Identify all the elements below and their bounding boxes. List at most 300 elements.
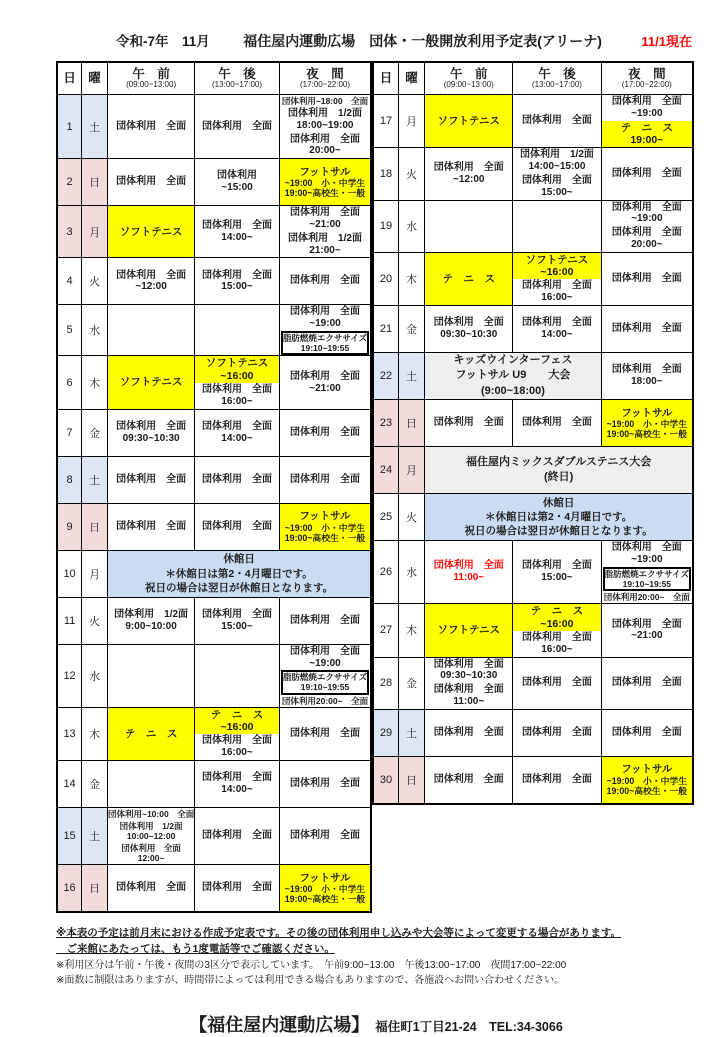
cell-content — [513, 400, 600, 446]
schedule-row-day-6 — [57, 356, 371, 409]
day-number: 9 — [57, 503, 82, 550]
text-line: 団体利用 全面 — [611, 96, 682, 107]
text-line: 団体利用 全面 — [611, 726, 682, 738]
cell-content — [108, 305, 194, 355]
cell-content — [108, 708, 194, 760]
weekday-label: 日 — [82, 865, 108, 913]
text-line: 10:00~12:00 — [126, 831, 176, 842]
highlighted-activity — [280, 159, 370, 205]
weekday-label: 土 — [82, 456, 108, 503]
schedule-cell — [107, 95, 194, 159]
schedule-cell — [513, 709, 601, 756]
text-line: 19:00~ — [630, 133, 664, 146]
text-line: 団体利用 全面 — [433, 773, 504, 785]
schedule-segment — [280, 708, 370, 760]
text-line: 団体利用 全面 — [611, 542, 682, 554]
highlighted-activity — [108, 708, 194, 760]
schedule-cell — [601, 148, 693, 200]
text-line: 18:00~19:00 — [296, 119, 354, 131]
col-header-morning: 午 前 (09:00~13:00) — [425, 62, 513, 95]
text-line: 16:00~ — [541, 643, 573, 655]
closed-day-cell — [107, 550, 371, 597]
schedule-cell — [425, 400, 513, 447]
weekday-label: 土 — [398, 709, 424, 756]
schedule-cell — [425, 709, 513, 756]
cell-content — [195, 598, 279, 644]
highlighted-activity — [108, 206, 194, 257]
schedule-segment — [513, 95, 600, 147]
schedule-segment — [602, 148, 692, 199]
schedule-segment — [280, 206, 370, 232]
day-number: 7 — [57, 409, 82, 456]
schedule-cell — [279, 707, 371, 760]
text-line: 団体利用 全面 — [521, 773, 592, 785]
day-number: 14 — [57, 761, 82, 808]
schedule-row-day-17 — [373, 95, 693, 148]
cell-content — [425, 95, 512, 147]
event-cell — [425, 353, 601, 400]
weekday-label: 土 — [398, 353, 424, 400]
text-line: 団体利用 全面 — [202, 882, 273, 894]
schedule-row-day-19 — [373, 200, 693, 252]
text-line: 14:00~ — [221, 231, 253, 243]
schedule-segment — [195, 734, 279, 760]
weekday-label: 日 — [82, 159, 108, 206]
text-line: 19:00~高校生・一般 — [284, 532, 366, 543]
text-line: 団体利用 全面 — [290, 645, 360, 657]
col-header-weekday: 曜 — [82, 62, 108, 95]
schedule-segment — [425, 541, 512, 603]
day-number: 13 — [57, 707, 82, 760]
day-number: 22 — [373, 353, 398, 400]
text-line: ~12:00 — [453, 173, 485, 185]
schedule-row-day-29 — [373, 709, 693, 756]
schedule-segment — [513, 174, 600, 200]
schedule-segment — [108, 258, 194, 304]
text-line: 団体利用 全面 — [116, 520, 187, 532]
schedule-cell — [107, 456, 194, 503]
schedule-cell — [195, 206, 280, 258]
cell-content — [513, 710, 600, 756]
cell-content — [195, 761, 279, 807]
weekday-label: 水 — [398, 200, 424, 252]
schedule-segment — [425, 306, 512, 352]
cell-content — [195, 645, 279, 707]
day-number: 11 — [57, 597, 82, 644]
schedule-segment — [513, 306, 600, 352]
schedule-cell — [513, 200, 601, 252]
cell-content — [425, 541, 512, 603]
cell-content — [108, 598, 194, 644]
text-line: 団体利用 全面 — [521, 317, 592, 329]
col-header-day: 日 — [373, 62, 398, 95]
cell-content — [195, 457, 279, 503]
text-line: 祝日の場合は翌日が休館日となります。 — [144, 581, 334, 594]
text-line: 14:00~ — [541, 329, 573, 341]
cell-content — [602, 201, 692, 252]
cell-content — [280, 865, 370, 911]
text-line: 団体利用 全面 — [202, 384, 273, 396]
highlighted-activity — [108, 356, 194, 408]
schedule-row-day-12 — [57, 644, 371, 707]
text-line: フットサル — [299, 871, 351, 884]
cell-content — [513, 306, 600, 352]
highlighted-activity — [195, 708, 279, 735]
cell-content — [108, 645, 194, 707]
schedule-row-day-1 — [57, 95, 371, 159]
schedule-segment — [280, 645, 370, 671]
text-line: キッズウインターフェス — [453, 354, 573, 367]
schedule-cell — [513, 400, 601, 447]
schedule-segment — [513, 148, 600, 174]
text-line: 団体利用 全面 — [521, 726, 592, 738]
text-line: 団体利用 全面 — [611, 168, 682, 180]
text-line: 団体利用 — [217, 170, 258, 182]
text-line: 15:00~ — [221, 620, 253, 632]
cell-content — [280, 95, 370, 158]
schedule-row-day-26 — [373, 541, 693, 604]
schedule-segment — [195, 865, 279, 911]
text-line: 団体利用 全面 — [116, 420, 187, 432]
text-line: 団体利用 全面 — [290, 370, 360, 382]
text-line: ~15:00 — [221, 182, 253, 194]
schedule-cell — [195, 761, 280, 808]
text-line: ~19:00 小・中学生 — [606, 419, 688, 430]
text-line: 団体利用 全面 — [202, 520, 273, 532]
text-line: 15:00~ — [541, 572, 573, 584]
day-number: 18 — [373, 148, 398, 200]
text-line: 09:30~10:30 — [122, 432, 180, 444]
footnote: ※本表の予定は前月末における作成予定表です。その後の団体利用申し込みや大会等によって変更する場合があります。 — [56, 927, 622, 940]
schedule-segment — [280, 761, 370, 807]
day-number: 19 — [373, 200, 398, 252]
weekday-label: 金 — [398, 306, 424, 353]
schedule-cell — [601, 306, 693, 353]
cell-content — [602, 353, 692, 399]
schedule-segment — [108, 808, 194, 820]
schedule-segment — [280, 457, 370, 503]
schedule-table-days-1-16 — [56, 61, 372, 913]
schedule-cell — [513, 95, 601, 148]
weekday-label: 火 — [82, 258, 108, 305]
text-line: 団体利用 1/2面 — [288, 232, 362, 244]
text-line: テ ニ ス — [442, 272, 496, 285]
schedule-cell — [601, 95, 693, 148]
schedule-cell — [601, 200, 693, 252]
text-line: 団体利用 全面 — [611, 677, 682, 689]
cell-content — [280, 457, 370, 503]
schedule-segment — [602, 253, 692, 305]
schedule-segment — [602, 658, 692, 709]
schedule-segment — [280, 598, 370, 644]
schedule-cell — [195, 503, 280, 550]
highlighted-activity — [280, 865, 370, 911]
schedule-cell — [425, 756, 513, 804]
text-line: 19:00~高校生・一般 — [606, 429, 688, 440]
text-line: ソフトテニス — [437, 114, 501, 127]
day-number: 21 — [373, 306, 398, 353]
schedule-segment — [280, 232, 370, 258]
cell-content — [280, 645, 370, 707]
cell-content — [602, 306, 692, 352]
text-line: 団体利用 全面 — [202, 269, 273, 281]
text-line: 18:00~ — [631, 376, 663, 388]
schedule-segment — [602, 201, 692, 227]
text-line: 団体利用 全面 — [521, 631, 592, 643]
text-line: 団体利用 全面 — [521, 560, 592, 572]
schedule-segment — [425, 757, 512, 803]
text-line: ~19:00 — [631, 554, 663, 566]
schedule-cell — [107, 159, 194, 206]
cell-content — [425, 710, 512, 756]
weekday-label: 月 — [82, 550, 108, 597]
schedule-segment — [602, 226, 692, 252]
facility-name: 【福住屋内運動広場】 — [189, 1014, 370, 1035]
schedule-row-day-2 — [57, 159, 371, 206]
schedule-cell — [513, 252, 601, 305]
cell-content — [425, 148, 512, 199]
schedule-row-day-14 — [57, 761, 371, 808]
weekday-label: 土 — [82, 808, 108, 865]
schedule-segment — [602, 353, 692, 399]
schedule-row-day-16 — [57, 865, 371, 913]
schedule-segment — [425, 683, 512, 709]
weekday-label: 水 — [82, 644, 108, 707]
weekday-label: 木 — [82, 707, 108, 760]
schedule-segment — [108, 410, 194, 456]
cell-content — [602, 710, 692, 756]
schedule-cell — [107, 808, 194, 865]
col-header-afternoon: 午 後 (13:00~17:00) — [195, 62, 280, 95]
weekday-label: 木 — [398, 604, 424, 657]
text-line: 脂肪燃焼エクササイズ — [282, 332, 368, 343]
day-number: 27 — [373, 604, 398, 657]
text-line: 団体利用 全面 — [116, 473, 187, 485]
text-line: 15:00~ — [221, 281, 253, 293]
text-line: 団体利用 全面 — [611, 272, 682, 284]
schedule-cell — [279, 356, 371, 409]
cell-content — [425, 757, 512, 803]
schedule-cell — [601, 709, 693, 756]
schedule-row-day-18 — [373, 148, 693, 200]
cell-content — [425, 447, 692, 493]
schedule-segment — [195, 504, 279, 550]
cell-content — [108, 761, 194, 807]
schedule-segment — [280, 808, 370, 864]
schedule-segment — [280, 107, 370, 133]
schedule-cell — [279, 808, 371, 865]
day-number: 20 — [373, 252, 398, 305]
text-line: ~16:00 — [540, 266, 574, 279]
text-line: テ ニ ス — [124, 727, 178, 740]
as-of-date: 11/1現在 — [641, 34, 692, 49]
cell-content — [513, 658, 600, 709]
text-line: 祝日の場合は翌日が休館日となります。 — [464, 525, 653, 538]
schedule-cell — [425, 306, 513, 353]
text-line: 団体利用 全面 — [290, 207, 360, 219]
highlighted-activity — [425, 253, 512, 305]
text-line: ~21:00 — [309, 382, 341, 394]
cell-content — [280, 305, 370, 355]
cell-content — [513, 148, 600, 199]
schedule-cell — [279, 761, 371, 808]
schedule-segment — [513, 279, 600, 305]
schedule-cell — [425, 252, 513, 305]
table-header — [373, 62, 693, 95]
page-title: 福住屋内運動広場 団体・一般開放利用予定表(アリーナ) — [243, 33, 602, 49]
highlighted-activity — [425, 604, 512, 656]
schedule-cell — [107, 305, 194, 356]
schedule-cell — [425, 541, 513, 604]
text-line: ＊休館日は第2・4月曜日です。 — [484, 511, 633, 524]
weekday-label: 水 — [82, 305, 108, 356]
schedule-segment — [513, 658, 600, 709]
text-line: 団体利用 全面 — [290, 778, 360, 790]
text-line: 団体利用 全面 — [202, 473, 273, 485]
cell-content — [425, 494, 692, 540]
text-line: 12:00~ — [137, 853, 165, 864]
schedule-cell — [425, 200, 513, 252]
text-line: ソフトテニス — [205, 357, 269, 370]
text-line: 団体利用~10:00 全面 — [107, 809, 195, 820]
schedule-cell — [425, 604, 513, 657]
text-line: ソフトテニス — [119, 225, 183, 238]
text-line: 団体利用 全面 — [290, 830, 360, 842]
text-line: ~19:00 小・中学生 — [284, 522, 366, 533]
text-line: 16:00~ — [221, 395, 253, 407]
text-line: ~16:00 — [220, 721, 254, 734]
cell-content — [108, 206, 194, 257]
schedule-row-day-5 — [57, 305, 371, 356]
col-header-evening: 夜 間 (17:00~22:00) — [279, 62, 371, 95]
schedule-cell — [107, 644, 194, 707]
text-line: 団体利用 全面 — [202, 830, 273, 842]
text-line: 19:10~19:55 — [300, 682, 350, 693]
cell-content — [280, 159, 370, 205]
schedule-segment — [195, 383, 279, 409]
schedule-row-day-10 — [57, 550, 371, 597]
schedule-cell — [279, 865, 371, 913]
text-line: ＊休館日は第2・4月曜日です。 — [165, 567, 313, 580]
text-line: ソフトテニス — [437, 624, 501, 637]
text-line: 団体利用 1/2面 — [519, 149, 594, 161]
cell-content — [108, 865, 194, 911]
text-line: 団体利用 全面 — [433, 317, 504, 329]
schedule-tables — [56, 61, 694, 913]
cell-content — [280, 258, 370, 304]
schedule-cell — [195, 456, 280, 503]
schedule-cell — [513, 541, 601, 604]
text-line: 14:00~15:00 — [528, 161, 586, 173]
schedule-cell — [601, 756, 693, 804]
text-line: 団体利用 全面 — [290, 473, 360, 485]
schedule-segment — [513, 400, 600, 446]
schedule-row-day-11 — [57, 597, 371, 644]
text-line: 19:00~高校生・一般 — [284, 894, 366, 905]
schedule-cell — [513, 306, 601, 353]
table-header — [57, 62, 371, 95]
schedule-table-days-17-30 — [372, 61, 694, 805]
cell-content — [513, 201, 600, 252]
text-line: ~19:00 小・中学生 — [284, 178, 366, 189]
weekday-label: 木 — [82, 356, 108, 409]
text-line: 団体利用 全面 — [290, 614, 360, 626]
cell-content — [280, 808, 370, 864]
text-line: ~19:00 小・中学生 — [606, 775, 688, 786]
schedule-cell — [107, 597, 194, 644]
schedule-segment — [425, 400, 512, 446]
text-line: 09:30~10:30 — [440, 670, 498, 682]
schedule-row-day-22 — [373, 353, 693, 400]
cell-content — [280, 206, 370, 257]
text-line: 団体利用20:00~ 全面 — [281, 695, 369, 706]
schedule-cell — [195, 159, 280, 206]
schedule-row-day-13 — [57, 707, 371, 760]
day-number: 30 — [373, 756, 398, 804]
text-line: 団体利用 1/2面 — [119, 821, 183, 832]
text-line: 福住屋内ミックスダブルステニス大会 — [466, 455, 652, 468]
day-number: 10 — [57, 550, 82, 597]
cell-content — [513, 541, 600, 603]
schedule-cell — [195, 865, 280, 913]
schedule-row-day-3 — [57, 206, 371, 258]
day-number: 4 — [57, 258, 82, 305]
text-line: 団体利用 全面 — [433, 658, 504, 670]
text-line: 脂肪燃焼エクササイズ — [604, 568, 689, 579]
text-line: 団体利用 全面 — [116, 269, 187, 281]
schedule-segment — [195, 410, 279, 456]
schedule-segment — [602, 541, 692, 567]
schedule-cell — [425, 95, 513, 148]
weekday-label: 水 — [398, 541, 424, 604]
schedule-segment — [602, 710, 692, 756]
cell-content — [425, 658, 512, 709]
weekday-label: 火 — [398, 494, 424, 541]
cell-content — [108, 504, 194, 550]
text-line: 16:00~ — [221, 747, 253, 759]
text-line: 休館日 — [223, 553, 255, 566]
text-line: 団体利用 全面 — [290, 275, 360, 287]
day-number: 5 — [57, 305, 82, 356]
schedule-cell — [601, 353, 693, 400]
text-line: 16:00~ — [541, 292, 573, 304]
cell-content — [602, 658, 692, 709]
text-line: 19:10~19:55 — [622, 579, 672, 590]
cell-content — [602, 541, 692, 603]
day-number: 6 — [57, 356, 82, 409]
text-line: 団体利用 全面 — [521, 417, 592, 429]
schedule-row-day-25 — [373, 494, 693, 541]
text-line: 20:00~ — [631, 238, 663, 250]
schedule-segment — [108, 504, 194, 550]
text-line: 09:30~10:30 — [440, 329, 498, 341]
text-line: フットサル — [621, 763, 673, 776]
schedule-row-day-7 — [57, 409, 371, 456]
text-line: ~19:00 — [631, 107, 663, 119]
text-line: ~21:00 — [309, 219, 341, 230]
schedule-segment — [280, 258, 370, 304]
cell-content — [195, 95, 279, 158]
schedule-cell — [601, 604, 693, 657]
text-line: 15:00~ — [541, 186, 573, 198]
cell-content — [195, 258, 279, 304]
text-line: 団体利用 全面 — [611, 364, 682, 376]
schedule-cell — [195, 409, 280, 456]
schedule-cell — [279, 503, 371, 550]
schedule-cell — [513, 657, 601, 709]
highlighted-activity — [513, 253, 600, 280]
schedule-segment — [195, 95, 279, 158]
